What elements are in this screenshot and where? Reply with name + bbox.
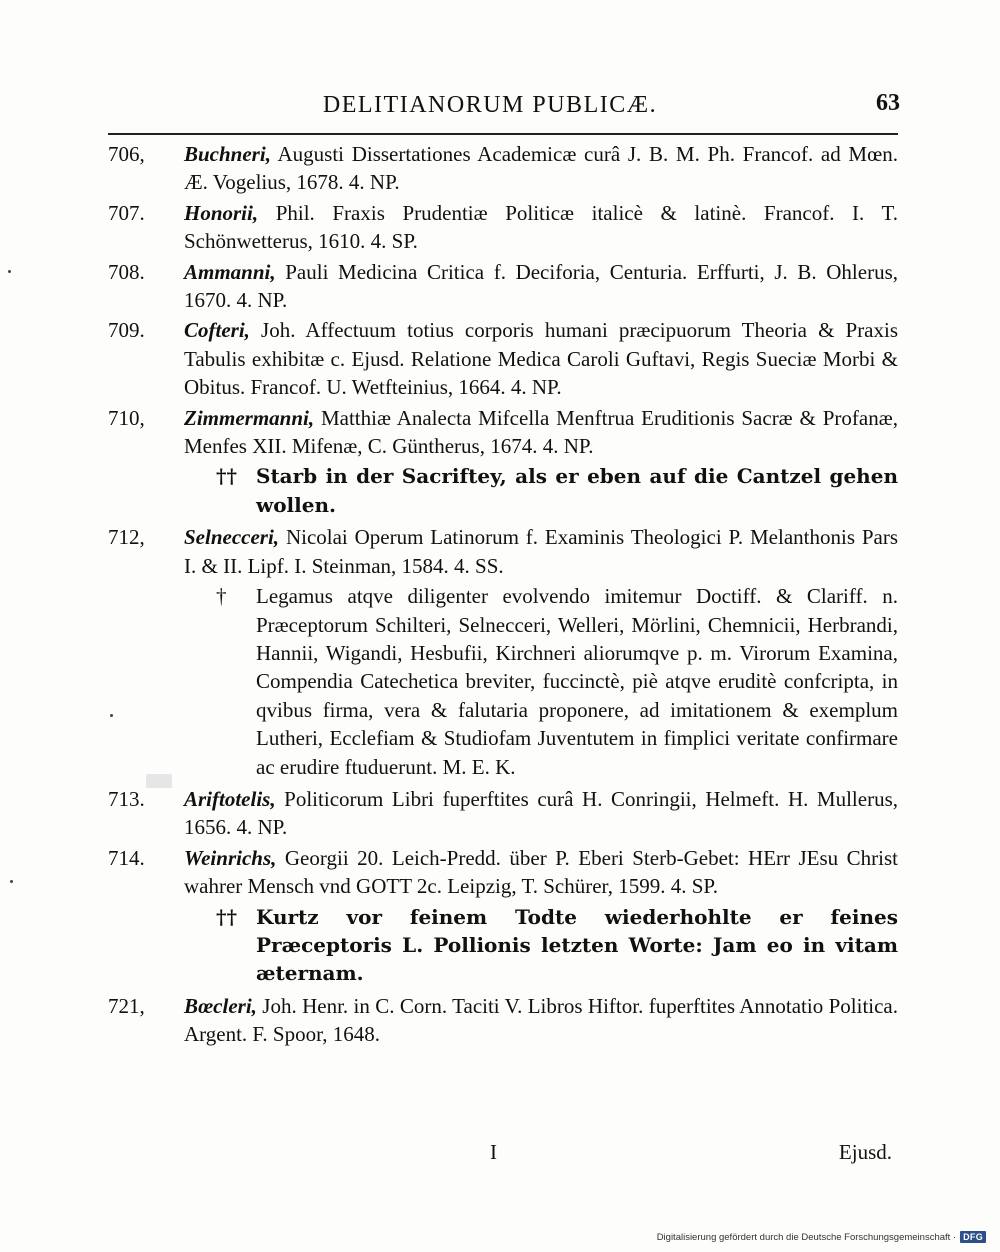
dfg-logo: DFG (960, 1231, 986, 1243)
note-text: Starb in der Sacriftey, als er eben auf die Cantzel gehen wollen. (256, 464, 898, 517)
catalogue-entry (108, 844, 898, 901)
page-footer (108, 1140, 898, 1170)
entry-number: 706, (108, 142, 145, 166)
entry-text: Augusti Dissertationes Academicæ curâ J. B. M. Ph. Francof. ad Mœn. Æ. Vogelius, 1678. 4. NP. (184, 142, 898, 195)
dagger-mark: †† (216, 464, 237, 489)
catalogue-entry (108, 992, 898, 1049)
margin-speck (10, 880, 13, 883)
entry-author: Buchneri, (184, 142, 271, 166)
catalogue-entry (108, 199, 898, 256)
entry-number: 710, (108, 405, 145, 430)
digitization-text: Digitalisierung gefördert durch die Deutsche Forschungsgemeinschaft · (656, 1231, 957, 1243)
entry-number: 709. (108, 318, 145, 343)
entry-author: Ammanni, (184, 259, 276, 284)
entry-text: Nicolai Operum Latinorum f. Examinis Theologici P. Melanthonis Pars I. & II. Lipf. I. Steinman, 1584. 4. SS. (184, 525, 899, 578)
header-rule (108, 133, 898, 135)
entry-author: Weinrichs, (184, 845, 277, 870)
entry-number: 708. (108, 259, 145, 284)
digitization-credit (657, 1228, 986, 1246)
catalogue-entry (108, 316, 898, 401)
signature-mark: I (490, 1140, 497, 1164)
catalogue-entry (108, 785, 898, 842)
running-header (100, 86, 900, 126)
entry-text: Matthiæ Analecta Mifcella Menftrua Eruditionis Sacræ & Profanæ, Menfes XII. Mifenæ, C. Güntherus, 1674. 4. NP. (184, 405, 898, 459)
page-number: 63 (876, 90, 900, 116)
entry-text: Politicorum Libri fuperftites curâ H. Conringii, Helmeft. H. Mullerus, 1656. 4. NP. (184, 786, 899, 840)
catalogue-entry (108, 258, 898, 315)
entry-author: Selnecceri, (184, 525, 280, 550)
entry-text: Joh. Affectuum totius corporis humani præcipuorum Theoria & Praxis Tabulis exhibitæ c. Ejusd. Relatione Medica Caroli Guftavi, Regis Sueciæ Morbi & Obitus. Francof. U. Wetfteinius, 1664. 4. NP. (184, 318, 899, 400)
entry-number: 713. (108, 786, 145, 811)
entry-text: Georgii 20. Leich-Predd. über P. Eberi Sterb-Gebet: HErr JEsu Christ wahrer Mensch vnd GOTT 2c. Leipzig, T. Schürer, 1599. 4. SP. (184, 845, 899, 899)
entry-text: Phil. Fraxis Prudentiæ Politicæ italicè & latinè. Francof. I. T. Schönwetterus, 1610. 4. SP. (184, 200, 899, 254)
margin-speck (8, 270, 11, 273)
running-title: DELITIANORUM PUBLICÆ. (322, 92, 658, 118)
dagger-mark: †† (216, 904, 237, 929)
catalogue-entry (108, 523, 898, 580)
dagger-mark: † (216, 584, 227, 609)
entry-author: Ariftotelis, (184, 786, 276, 811)
entry-note (216, 903, 898, 988)
entry-note (216, 582, 898, 781)
entry-text: Joh. Henr. in C. Corn. Taciti V. Libros Hiftor. fuperftites Annotatio Politica. Argent. F. Spoor, 1648. (184, 993, 899, 1047)
entry-note (216, 462, 898, 519)
paper-stain (146, 774, 172, 788)
catchword: Ejusd. (838, 1140, 892, 1164)
entry-text: Pauli Medicina Critica f. Deciforia, Centuria. Erffurti, J. B. Ohlerus, 1670. 4. NP. (184, 259, 899, 313)
entry-number: 721, (108, 993, 145, 1018)
entry-author: Bœcleri, (184, 993, 257, 1018)
entry-number: 707. (108, 200, 145, 225)
note-text: Legamus atqve diligenter evolvendo imitemur Doctiff. & Clariff. n. Præceptorum Schilteri, Selnecceri, Welleri, Mörlini, Chemnicii, Herbrandi, Hannii, Wigandi, Hesbufii, Kirchneri aliorumqve p. m. Virorum Examina, Compendia Catechetica breviter, fuccinctè, piè atqve eruditè confcripta, in qvibus firma, vera & falutaria proponere, ad imitationem & exemplum Lutheri, Ecclefiam & Studiofam Juventutem in fimplici veritate confirmare ac erudire ftuduerunt. M. E. K. (256, 584, 898, 779)
catalogue-entries (108, 140, 898, 1051)
entry-author: Cofteri, (184, 318, 250, 343)
entry-author: Zimmermanni, (184, 405, 315, 430)
entry-author: Honorii, (184, 200, 259, 225)
entry-number: 714. (108, 845, 145, 870)
catalogue-entry (108, 140, 898, 197)
note-text: Kurtz vor feinem Todte wiederhohlte er feines Præceptoris L. Pollionis letzten Worte: Jam eo in vitam æternam. (256, 904, 898, 986)
entry-number: 712, (108, 525, 145, 550)
margin-speck (110, 714, 113, 717)
catalogue-entry (108, 404, 898, 461)
